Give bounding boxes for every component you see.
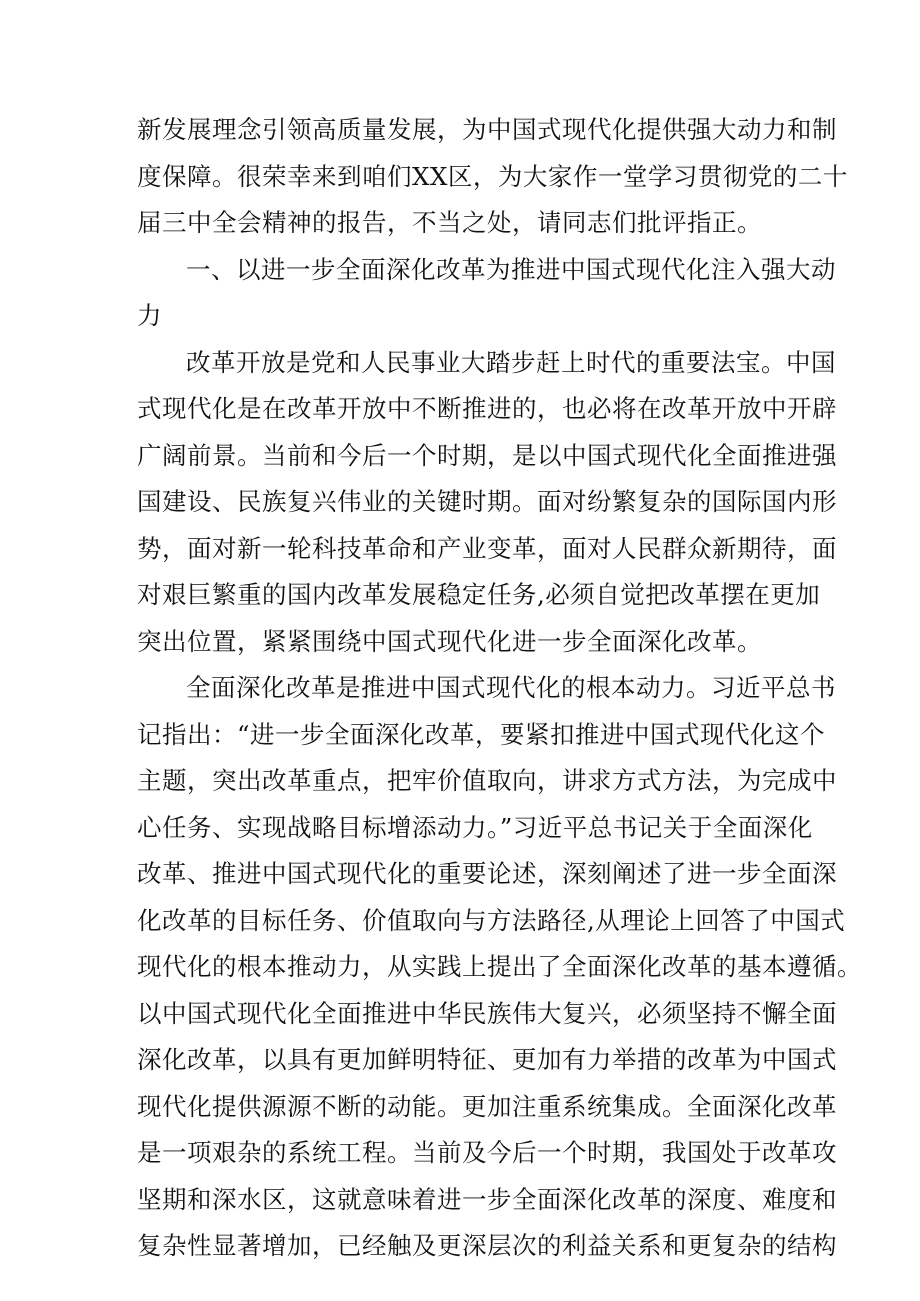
text-line: 复杂性显著增加，已经触及更深层次的利益关系和更复杂的结构 [137,1231,837,1260]
text-line: 广阔前景。当前和今后一个时期，是以中国式现代化全面推进强 [137,440,837,470]
section-heading-continuation: 力 [137,301,162,330]
paragraph-start: 改革开放是党和人民事业大踏步赶上时代的重要法宝。中国 [186,347,836,377]
text-line: 突出位置，紧紧围绕中国式现代化进一步全面深化改革。 [137,626,762,656]
text-line: 心任务、实现战略目标增添动力。”习近平总书记关于全面深化 [137,812,813,842]
text-line: 化改革的目标任务、价值取向与方法路径,从理论上回答了中国式 [137,905,846,935]
body-text [137,107,862,1270]
section-heading: 一、以进一步全面深化改革为推进中国式现代化注入强大动 [186,254,836,284]
text-line: 现代化的根本推动力，从实践上提出了全面深化改革的基本遵循。 [137,952,862,981]
text-line: 以中国式现代化全面推进中华民族伟大复兴，必须坚持不懈全面 [137,998,837,1028]
text-line: 深化改革，以具有更加鲜明特征、更加有力举措的改革为中国式 [137,1045,837,1074]
paragraph-start: 全面深化改革是推进中国式现代化的根本动力。习近平总书 [186,673,836,702]
text-line: 势，面对新一轮科技革命和产业变革，面对人民群众新期待，面 [137,533,837,563]
text-line: 坚期和深水区，这就意味着进一步全面深化改革的深度、难度和 [137,1184,837,1214]
text-line: 改革、推进中国式现代化的重要论述，深刻阐述了进一步全面深 [137,859,837,888]
text-line: 新发展理念引领高质量发展，为中国式现代化提供强大动力和制 [137,115,837,144]
text-line: 是一项艰杂的系统工程。当前及今后一个时期，我国处于改革攻 [137,1138,837,1167]
text-line: 届三中全会精神的报告，不当之处，请同志们批评指正。 [137,208,762,237]
text-line: 式现代化是在改革开放中不断推进的，也必将在改革开放中开辟 [137,394,837,423]
text-line: 国建设、民族复兴伟业的关键时期。面对纷繁复杂的国际国内形 [137,487,837,516]
text-line: 度保障。很荣幸来到咱们XX区，为大家作一堂学习贯彻党的二十 [137,161,848,191]
text-line: 现代化提供源源不断的动能。更加注重系统集成。全面深化改革 [137,1091,837,1121]
text-line: 对艰巨繁重的国内改革发展稳定任务,必须自觉把改革摆在更加 [137,580,821,609]
text-line: 记指出：“进一步全面深化改革，要紧扣推进中国式现代化这个 [137,719,826,749]
text-line: 主题，突出改革重点，把牢价值取向，讲求方式方法，为完成中 [137,766,837,795]
